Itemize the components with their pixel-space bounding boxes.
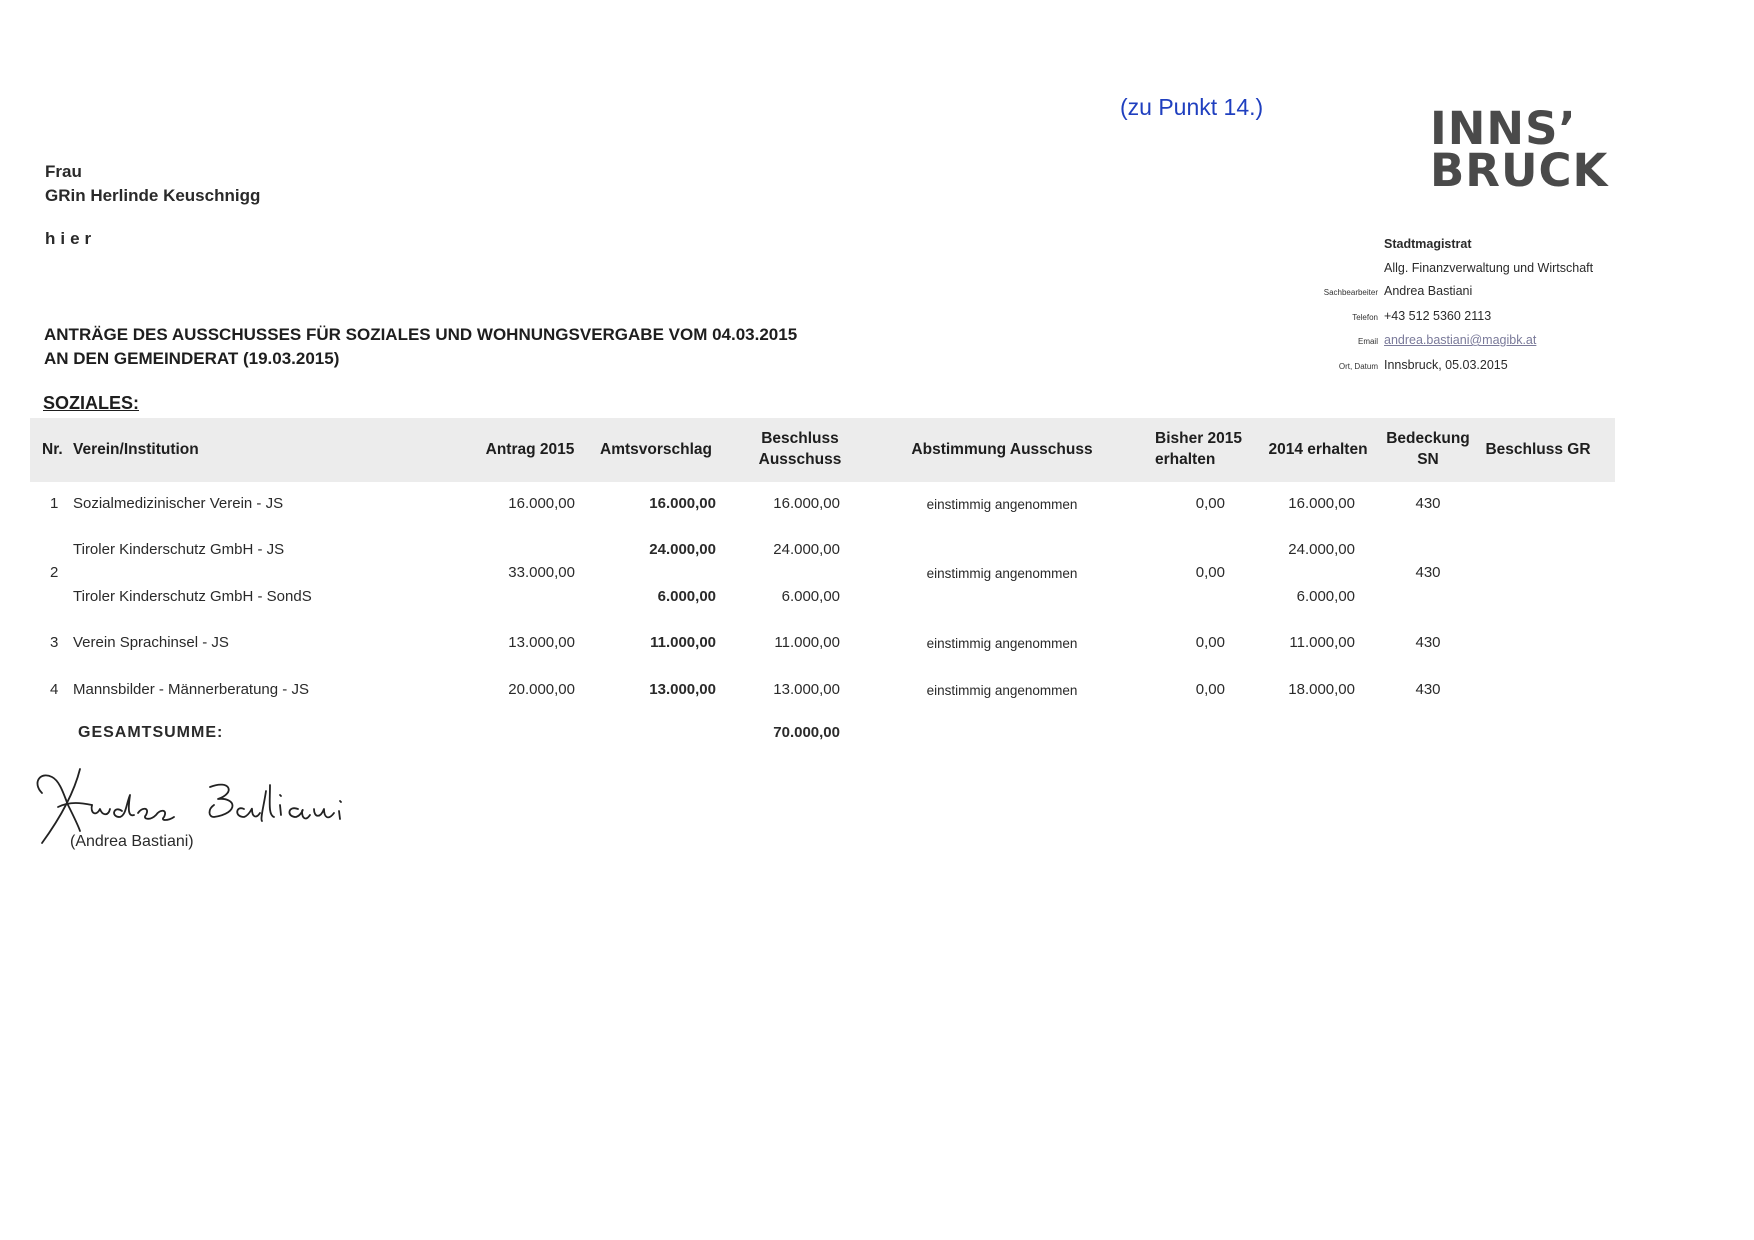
- row-nr: 2: [50, 564, 59, 581]
- row-antrag: 20.000,00: [508, 681, 575, 698]
- header-2014-erhalten: 2014 erhalten: [1268, 441, 1368, 458]
- row-abstimmung: einstimmig angenommen: [926, 683, 1078, 698]
- recipient-name: GRin Herlinde Keuschnigg: [45, 186, 261, 205]
- row-beschluss: 6.000,00: [781, 588, 840, 605]
- row-sn: 430: [1415, 681, 1441, 698]
- row-bisher: 0,00: [1195, 634, 1225, 651]
- header-beschluss-line-2: Ausschuss: [758, 451, 842, 468]
- header-beschluss-gr: Beschluss GR: [1485, 441, 1591, 458]
- phone-number: +43 512 5360 2113: [1384, 308, 1492, 323]
- header-antrag: Antrag 2015: [485, 441, 575, 458]
- header-amtsvorschlag: Amtsvorschlag: [600, 441, 712, 458]
- row-verein: Verein Sprachinsel - JS: [73, 634, 229, 651]
- total-label: GESAMTSUMME:: [78, 724, 224, 741]
- row-antrag: 13.000,00: [508, 634, 575, 651]
- section-title: SOZIALES:: [43, 393, 140, 413]
- row-beschluss: 24.000,00: [773, 541, 840, 558]
- row-beschluss: 16.000,00: [773, 495, 840, 512]
- phone-label: Telefon: [1352, 312, 1378, 322]
- row-amtsvorschlag: 16.000,00: [649, 495, 716, 512]
- row-nr: 3: [50, 634, 59, 651]
- header-bisher-line-1: Bisher 2015: [1155, 430, 1243, 447]
- row-verein: Sozialmedizinischer Verein - JS: [73, 495, 284, 512]
- row-verein: Mannsbilder - Männerberatung - JS: [73, 681, 309, 698]
- row-nr: 4: [50, 681, 59, 698]
- subject-line-2: AN DEN GEMEINDERAT (19.03.2015): [44, 349, 340, 368]
- header-bisher-line-2: erhalten: [1155, 451, 1216, 468]
- row-sn: 430: [1415, 564, 1441, 581]
- row-antrag: 16.000,00: [508, 495, 575, 512]
- row-bisher: 0,00: [1195, 564, 1225, 581]
- innsbruck-logo: [1430, 102, 1609, 197]
- row-amtsvorschlag: 13.000,00: [649, 681, 716, 698]
- office-name: Stadtmagistrat: [1384, 237, 1472, 251]
- row-sn: 430: [1415, 495, 1441, 512]
- row-amtsvorschlag: 11.000,00: [650, 634, 716, 651]
- clerk-name: Andrea Bastiani: [1384, 284, 1473, 298]
- header-bedeckung: [1378, 428, 1478, 470]
- row-abstimmung: einstimmig angenommen: [926, 636, 1078, 651]
- header-beschluss-line-1: Beschluss: [761, 430, 839, 447]
- row-verein: Tiroler Kinderschutz GmbH - JS: [73, 541, 285, 558]
- total-value: 70.000,00: [773, 724, 840, 741]
- row-antrag: 33.000,00: [508, 564, 575, 581]
- header-bedeckung-line-1: Bedeckung: [1386, 430, 1470, 447]
- row-sn: 430: [1415, 634, 1441, 651]
- office-info: [1290, 233, 1593, 378]
- row-nr: 1: [50, 495, 59, 512]
- row-2014-erhalten: 24.000,00: [1288, 541, 1355, 558]
- email-label: Email: [1357, 337, 1378, 346]
- header-verein: Verein/Institution: [73, 441, 199, 458]
- logo-line-1: INNS’: [1430, 102, 1577, 155]
- row-abstimmung: einstimmig angenommen: [926, 497, 1078, 512]
- clerk-label: Sachbearbeiter: [1323, 288, 1378, 297]
- subject: [44, 323, 797, 371]
- signer-name: (Andrea Bastiani): [70, 833, 194, 850]
- email-link[interactable]: andrea.bastiani@magibk.at: [1384, 333, 1537, 347]
- row-abstimmung: einstimmig angenommen: [926, 566, 1078, 581]
- recipient-salutation: Frau: [45, 162, 82, 181]
- recipient-block: [45, 160, 260, 208]
- header-bisher: [1155, 428, 1242, 470]
- place-date: Innsbruck, 05.03.2015: [1384, 357, 1508, 372]
- row-verein: Tiroler Kinderschutz GmbH - SondS: [73, 588, 312, 605]
- row-2014-erhalten: 6.000,00: [1296, 588, 1355, 605]
- row-2014-erhalten: 11.000,00: [1289, 634, 1355, 651]
- header-bedeckung-line-2: SN: [1417, 451, 1439, 468]
- recipient-hier: hier: [45, 229, 97, 248]
- row-bisher: 0,00: [1195, 495, 1225, 512]
- logo-line-2: BRUCK: [1430, 144, 1609, 197]
- reference-note: (zu Punkt 14.): [1120, 94, 1264, 120]
- subject-line-1: ANTRÄGE DES AUSSCHUSSES FÜR SOZIALES UND WOHNUNGSVERGABE VOM 04.03.2015: [44, 325, 798, 344]
- row-beschluss: 13.000,00: [773, 681, 840, 698]
- row-beschluss: 11.000,00: [774, 634, 840, 651]
- header-beschluss-ausschuss: [738, 428, 862, 470]
- row-2014-erhalten: 18.000,00: [1288, 681, 1355, 698]
- row-2014-erhalten: 16.000,00: [1288, 495, 1355, 512]
- office-department: Allg. Finanzverwaltung und Wirtschaft: [1384, 260, 1594, 275]
- row-bisher: 0,00: [1195, 681, 1225, 698]
- header-nr: Nr.: [42, 441, 63, 458]
- row-amtsvorschlag: 24.000,00: [649, 541, 716, 558]
- header-abstimmung: Abstimmung Ausschuss: [911, 441, 1093, 458]
- row-amtsvorschlag: 6.000,00: [657, 588, 716, 605]
- date-label: Ort, Datum: [1338, 361, 1378, 371]
